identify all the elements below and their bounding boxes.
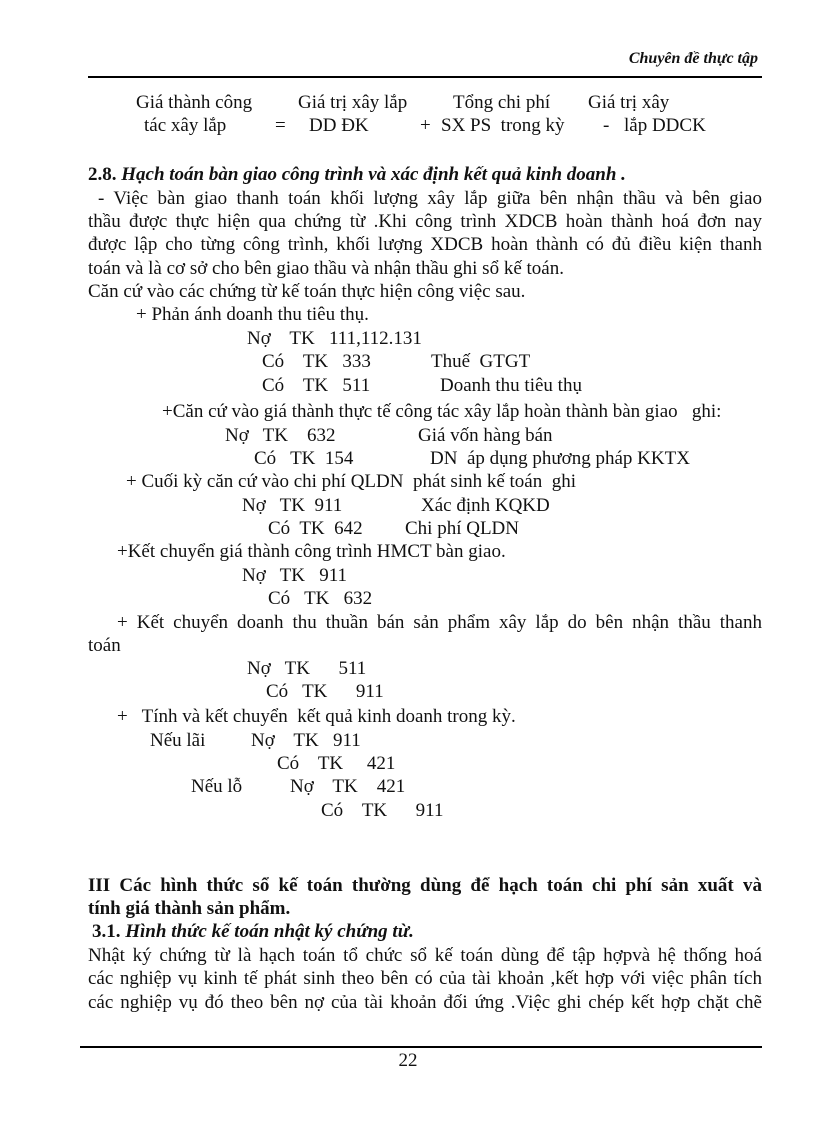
entry-note: Chi phí QLDN	[405, 518, 519, 539]
entry-line: Nợ TK 911	[242, 495, 343, 516]
section-heading-III: III Các hình thức sổ kế toán thường dùng để hạch toán chi phí sản xuất và	[88, 875, 762, 896]
formula-operator: =	[275, 115, 286, 136]
entry-note: Giá vốn hàng bán	[418, 425, 553, 446]
paragraph-line: các nghiệp vụ đó theo bên nợ của tài khoản đối ứng .Việc ghi chép kết hợp chặt chẽ	[88, 992, 762, 1013]
entry-line: Nợ TK 111,112.131	[247, 328, 422, 349]
section-number: 2.8.	[88, 164, 117, 185]
paragraph-line: - Việc bàn giao thanh toán khối lượng xây lắp giữa bên nhận thầu và bên giao	[98, 188, 762, 209]
entry-line: Có TK 632	[268, 588, 373, 609]
entry-line: Có TK 154	[254, 448, 354, 469]
running-header: Chuyên đề thực tập	[628, 50, 758, 67]
formula-term: SX PS trong kỳ	[441, 115, 565, 136]
formula-term: Tổng chi phí	[453, 92, 551, 113]
entry-line: + Phản ánh doanh thu tiêu thụ.	[136, 304, 369, 325]
section-title: Hình thức kế toán nhật ký chứng từ.	[125, 921, 414, 942]
entry-line: Có TK 642	[268, 518, 363, 539]
formula-term: DD ĐK	[309, 115, 369, 136]
entry-line: Có TK 333	[262, 351, 371, 372]
entry-line: Có TK 421	[277, 753, 396, 774]
entry-line: Có TK 511	[262, 375, 371, 396]
entry-line: Nợ TK 632	[225, 425, 336, 446]
footer-rule	[80, 1046, 762, 1048]
formula-term: tác xây lắp	[144, 115, 227, 136]
page-number: 22	[398, 1050, 418, 1071]
entry-line: + Tính và kết chuyển kết quả kinh doanh trong kỳ.	[117, 706, 516, 727]
entry-line: Nợ TK 911	[251, 730, 361, 751]
entry-line: Nợ TK 511	[247, 658, 367, 679]
entry-line: + Cuối kỳ căn cứ vào chi phí QLDN phát sinh kế toán ghi	[126, 471, 577, 492]
formula-operator: -	[603, 115, 610, 136]
entry-label: Nếu lãi	[150, 730, 206, 751]
formula-term: Giá thành công	[136, 92, 253, 113]
paragraph-line: toán và là cơ sở cho bên giao thầu và nhận thầu ghi sổ kế toán.	[88, 258, 564, 279]
paragraph-line: được lập cho từng công trình, khối lượng XDCB hoàn thành có đủ điều kiện thanh	[88, 234, 762, 255]
formula-term: Giá trị xây lắp	[298, 92, 408, 113]
section-heading-2-8	[88, 163, 626, 186]
formula-term: Giá trị xây	[588, 92, 670, 113]
paragraph-line: Căn cứ vào các chứng từ kế toán thực hiện công việc sau.	[88, 281, 526, 302]
paragraph-line: thầu được thực hiện qua chứng từ .Khi công trình XDCB hoàn thành hoá đơn nay	[88, 211, 762, 232]
entry-line: + Kết chuyển doanh thu thuần bán sản phẩm xây lắp do bên nhận thầu thanh	[117, 612, 762, 633]
paragraph-line: các nghiệp vụ kinh tế phát sinh theo bên có của tài khoản ,kết hợp với việc phân tích	[88, 968, 762, 989]
formula-term: lắp DDCK	[624, 115, 706, 136]
section-title: Hạch toán bàn giao công trình và xác định kết quả kinh doanh .	[121, 164, 626, 185]
entry-note: Thuế GTGT	[431, 351, 531, 372]
entry-line: toán	[88, 635, 121, 656]
header-rule	[88, 76, 762, 78]
section-number: 3.1.	[92, 921, 121, 942]
entry-line: +Căn cứ vào giá thành thực tế công tác xây lắp hoàn thành bàn giao ghi:	[162, 401, 722, 422]
entry-label: Nếu lỗ	[191, 776, 243, 797]
entry-note: DN áp dụng phương pháp KKTX	[430, 448, 690, 469]
entry-note: Xác định KQKD	[421, 495, 550, 516]
entry-line: Có TK 911	[321, 800, 444, 821]
section-heading-III-cont: tính giá thành sản phẩm.	[88, 898, 291, 919]
entry-line: Nợ TK 421	[290, 776, 406, 797]
entry-line: Có TK 911	[266, 681, 384, 702]
paragraph-line: Nhật ký chứng từ là hạch toán tổ chức sổ kế toán dùng để tập hợpvà hệ thống hoá	[88, 945, 762, 966]
entry-line: Nợ TK 911	[242, 565, 348, 586]
section-heading-3-1	[92, 920, 414, 943]
formula-operator: +	[420, 115, 431, 136]
entry-note: Doanh thu tiêu thụ	[440, 375, 582, 396]
entry-line: +Kết chuyển giá thành công trình HMCT bàn giao.	[117, 541, 506, 562]
